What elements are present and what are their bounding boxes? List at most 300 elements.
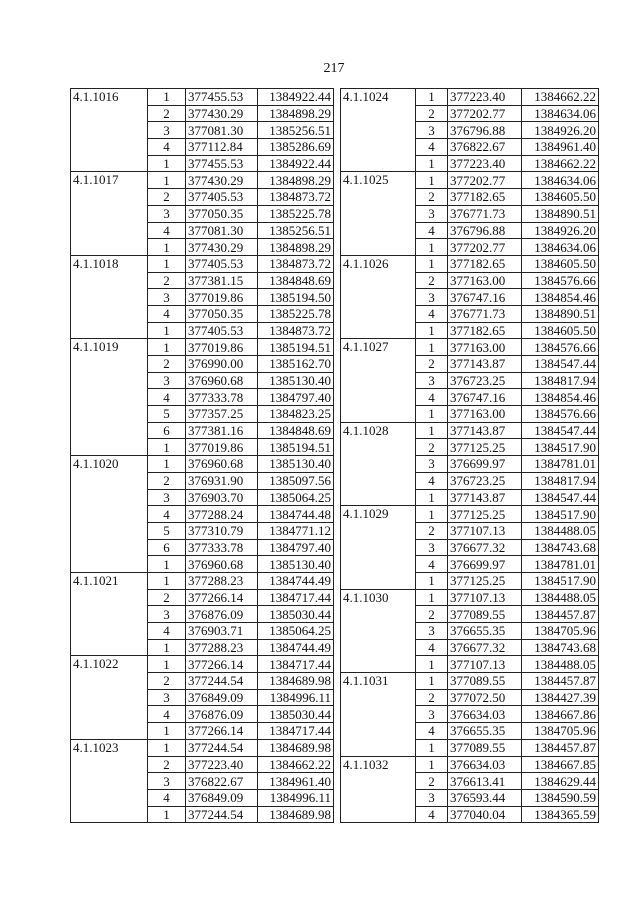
- y-coordinate: 1384689.98: [258, 739, 334, 756]
- y-coordinate: 1384817.94: [522, 372, 599, 389]
- y-coordinate: 1384781.01: [522, 556, 599, 573]
- table-row: [341, 422, 599, 439]
- x-coordinate: 377040.04: [448, 806, 522, 823]
- y-coordinate: 1384576.66: [522, 406, 599, 423]
- point-number: 2: [416, 105, 448, 122]
- y-coordinate: 1385130.40: [258, 372, 334, 389]
- point-number: 3: [148, 773, 186, 790]
- point-number: 4: [148, 389, 186, 406]
- point-number: 4: [416, 222, 448, 239]
- x-coordinate: 377089.55: [448, 739, 522, 756]
- table-row: [341, 172, 599, 189]
- x-coordinate: 377081.30: [186, 122, 258, 139]
- parcel-id: 4.1.1020: [71, 456, 148, 573]
- point-number: 2: [416, 272, 448, 289]
- x-coordinate: 377288.23: [186, 639, 258, 656]
- point-number: 4: [416, 556, 448, 573]
- x-coordinate: 377081.30: [186, 222, 258, 239]
- y-coordinate: 1384427.39: [522, 689, 599, 706]
- x-coordinate: 376613.41: [448, 773, 522, 790]
- x-coordinate: 376876.09: [186, 606, 258, 623]
- x-coordinate: 376903.71: [186, 623, 258, 640]
- point-number: 1: [148, 439, 186, 456]
- x-coordinate: 377381.15: [186, 272, 258, 289]
- x-coordinate: 376655.35: [448, 723, 522, 740]
- point-number: 2: [148, 272, 186, 289]
- y-coordinate: 1384854.46: [522, 389, 599, 406]
- point-number: 4: [148, 305, 186, 322]
- point-number: 1: [148, 322, 186, 339]
- point-number: 2: [148, 589, 186, 606]
- point-number: 2: [148, 756, 186, 773]
- y-coordinate: 1384634.06: [522, 105, 599, 122]
- point-number: 2: [416, 189, 448, 206]
- point-number: 1: [416, 489, 448, 506]
- y-coordinate: 1384823.25: [258, 406, 334, 423]
- table-row: [341, 756, 599, 773]
- point-number: 1: [148, 456, 186, 473]
- point-number: 3: [416, 289, 448, 306]
- point-number: 1: [148, 806, 186, 823]
- point-number: 1: [148, 556, 186, 573]
- point-number: 3: [148, 205, 186, 222]
- x-coordinate: 376699.97: [448, 556, 522, 573]
- x-coordinate: 377223.40: [186, 756, 258, 773]
- parcel-id: 4.1.1031: [341, 673, 416, 756]
- point-number: 3: [416, 122, 448, 139]
- x-coordinate: 377019.86: [186, 439, 258, 456]
- x-coordinate: 377223.40: [448, 155, 522, 172]
- x-coordinate: 376796.88: [448, 222, 522, 239]
- y-coordinate: 1384517.90: [522, 439, 599, 456]
- point-number: 4: [148, 506, 186, 523]
- table-row: [341, 673, 599, 690]
- x-coordinate: 376771.73: [448, 305, 522, 322]
- x-coordinate: 377089.55: [448, 673, 522, 690]
- x-coordinate: 377202.77: [448, 105, 522, 122]
- parcel-id: 4.1.1022: [71, 656, 148, 739]
- y-coordinate: 1384662.22: [522, 89, 599, 106]
- point-number: 1: [416, 255, 448, 272]
- point-number: 4: [148, 222, 186, 239]
- x-coordinate: 376747.16: [448, 289, 522, 306]
- point-number: 3: [416, 789, 448, 806]
- x-coordinate: 376903.70: [186, 489, 258, 506]
- point-number: 3: [416, 623, 448, 640]
- coordinates-table-right: [340, 88, 599, 823]
- y-coordinate: 1384922.44: [258, 155, 334, 172]
- point-number: 2: [148, 673, 186, 690]
- x-coordinate: 376796.88: [448, 122, 522, 139]
- point-number: 3: [148, 689, 186, 706]
- y-coordinate: 1384576.66: [522, 339, 599, 356]
- x-coordinate: 376771.73: [448, 205, 522, 222]
- x-coordinate: 376655.35: [448, 623, 522, 640]
- x-coordinate: 377357.25: [186, 406, 258, 423]
- point-number: 1: [416, 656, 448, 673]
- x-coordinate: 376677.32: [448, 639, 522, 656]
- y-coordinate: 1384689.98: [258, 806, 334, 823]
- y-coordinate: 1384926.20: [522, 122, 599, 139]
- x-coordinate: 377288.24: [186, 506, 258, 523]
- x-coordinate: 376634.03: [448, 756, 522, 773]
- x-coordinate: 377310.79: [186, 522, 258, 539]
- table-row: [71, 572, 334, 589]
- y-coordinate: 1384996.11: [258, 689, 334, 706]
- y-coordinate: 1384817.94: [522, 472, 599, 489]
- x-coordinate: 376876.09: [186, 706, 258, 723]
- y-coordinate: 1385194.50: [258, 289, 334, 306]
- x-coordinate: 377333.78: [186, 539, 258, 556]
- point-number: 1: [416, 322, 448, 339]
- point-number: 1: [416, 572, 448, 589]
- point-number: 1: [416, 673, 448, 690]
- point-number: 1: [148, 155, 186, 172]
- table-row: [341, 255, 599, 272]
- point-number: 3: [416, 706, 448, 723]
- x-coordinate: 377455.53: [186, 155, 258, 172]
- y-coordinate: 1384488.05: [522, 656, 599, 673]
- point-number: 1: [148, 639, 186, 656]
- x-coordinate: 377288.23: [186, 572, 258, 589]
- y-coordinate: 1384547.44: [522, 489, 599, 506]
- point-number: 2: [416, 356, 448, 373]
- y-coordinate: 1385225.78: [258, 205, 334, 222]
- point-number: 2: [148, 472, 186, 489]
- y-coordinate: 1384488.05: [522, 589, 599, 606]
- y-coordinate: 1384605.50: [522, 255, 599, 272]
- table-row: [71, 172, 334, 189]
- point-number: 4: [416, 305, 448, 322]
- point-number: 1: [148, 172, 186, 189]
- y-coordinate: 1384890.51: [522, 205, 599, 222]
- parcel-id: 4.1.1030: [341, 589, 416, 672]
- table-row: [341, 89, 599, 106]
- x-coordinate: 376723.25: [448, 372, 522, 389]
- y-coordinate: 1384890.51: [522, 305, 599, 322]
- table-row: [71, 456, 334, 473]
- y-coordinate: 1384662.22: [258, 756, 334, 773]
- point-number: 5: [148, 406, 186, 423]
- point-number: 3: [416, 205, 448, 222]
- point-number: 3: [416, 539, 448, 556]
- point-number: 1: [148, 656, 186, 673]
- parcel-id: 4.1.1027: [341, 339, 416, 422]
- x-coordinate: 377143.87: [448, 356, 522, 373]
- x-coordinate: 377405.53: [186, 255, 258, 272]
- x-coordinate: 376677.32: [448, 539, 522, 556]
- x-coordinate: 377430.29: [186, 105, 258, 122]
- point-number: 3: [148, 372, 186, 389]
- point-number: 3: [148, 489, 186, 506]
- y-coordinate: 1384457.87: [522, 739, 599, 756]
- y-coordinate: 1384605.50: [522, 189, 599, 206]
- table-row: [71, 89, 334, 106]
- x-coordinate: 377125.25: [448, 572, 522, 589]
- point-number: 6: [148, 539, 186, 556]
- x-coordinate: 377163.00: [448, 272, 522, 289]
- point-number: 4: [416, 472, 448, 489]
- y-coordinate: 1385194.51: [258, 439, 334, 456]
- y-coordinate: 1384667.85: [522, 756, 599, 773]
- y-coordinate: 1384547.44: [522, 356, 599, 373]
- y-coordinate: 1384996.11: [258, 789, 334, 806]
- y-coordinate: 1384744.49: [258, 572, 334, 589]
- y-coordinate: 1384898.29: [258, 239, 334, 256]
- point-number: 4: [416, 806, 448, 823]
- point-number: 1: [416, 339, 448, 356]
- point-number: 5: [148, 522, 186, 539]
- x-coordinate: 377089.55: [448, 606, 522, 623]
- point-number: 1: [416, 739, 448, 756]
- y-coordinate: 1384771.12: [258, 522, 334, 539]
- parcel-id: 4.1.1025: [341, 172, 416, 255]
- point-number: 1: [148, 89, 186, 106]
- point-number: 4: [148, 706, 186, 723]
- y-coordinate: 1385194.51: [258, 339, 334, 356]
- y-coordinate: 1384744.48: [258, 506, 334, 523]
- point-number: 4: [416, 639, 448, 656]
- y-coordinate: 1384873.72: [258, 189, 334, 206]
- x-coordinate: 377223.40: [448, 89, 522, 106]
- point-number: 1: [148, 572, 186, 589]
- x-coordinate: 376593.44: [448, 789, 522, 806]
- parcel-id: 4.1.1017: [71, 172, 148, 255]
- x-coordinate: 377244.54: [186, 673, 258, 690]
- x-coordinate: 376634.03: [448, 706, 522, 723]
- y-coordinate: 1384781.01: [522, 456, 599, 473]
- x-coordinate: 376990.00: [186, 356, 258, 373]
- y-coordinate: 1384457.87: [522, 673, 599, 690]
- table-row: [71, 739, 334, 756]
- point-number: 1: [148, 239, 186, 256]
- x-coordinate: 377143.87: [448, 489, 522, 506]
- point-number: 1: [416, 756, 448, 773]
- y-coordinate: 1384634.06: [522, 239, 599, 256]
- point-number: 4: [148, 789, 186, 806]
- x-coordinate: 376849.09: [186, 789, 258, 806]
- point-number: 1: [148, 723, 186, 740]
- parcel-id: 4.1.1024: [341, 89, 416, 172]
- y-coordinate: 1384576.66: [522, 272, 599, 289]
- x-coordinate: 377072.50: [448, 689, 522, 706]
- x-coordinate: 377202.77: [448, 172, 522, 189]
- point-number: 1: [416, 589, 448, 606]
- x-coordinate: 377125.25: [448, 439, 522, 456]
- y-coordinate: 1385030.44: [258, 606, 334, 623]
- point-number: 4: [148, 623, 186, 640]
- x-coordinate: 376747.16: [448, 389, 522, 406]
- point-number: 1: [416, 506, 448, 523]
- y-coordinate: 1385256.51: [258, 122, 334, 139]
- point-number: 2: [148, 356, 186, 373]
- x-coordinate: 377202.77: [448, 239, 522, 256]
- parcel-id: 4.1.1018: [71, 255, 148, 338]
- x-coordinate: 377182.65: [448, 255, 522, 272]
- y-coordinate: 1384662.22: [522, 155, 599, 172]
- x-coordinate: 377107.13: [448, 522, 522, 539]
- point-number: 2: [416, 689, 448, 706]
- y-coordinate: 1384961.40: [522, 139, 599, 156]
- y-coordinate: 1384898.29: [258, 172, 334, 189]
- table-row: [71, 255, 334, 272]
- x-coordinate: 376960.68: [186, 556, 258, 573]
- y-coordinate: 1384743.68: [522, 639, 599, 656]
- point-number: 2: [416, 522, 448, 539]
- point-number: 4: [148, 139, 186, 156]
- point-number: 1: [416, 422, 448, 439]
- y-coordinate: 1384797.40: [258, 539, 334, 556]
- page-number: 217: [323, 61, 345, 76]
- point-number: 4: [416, 139, 448, 156]
- table-row: [341, 589, 599, 606]
- y-coordinate: 1384547.44: [522, 422, 599, 439]
- x-coordinate: 377405.53: [186, 322, 258, 339]
- x-coordinate: 377244.54: [186, 739, 258, 756]
- y-coordinate: 1384926.20: [522, 222, 599, 239]
- point-number: 1: [416, 155, 448, 172]
- y-coordinate: 1384705.96: [522, 723, 599, 740]
- y-coordinate: 1384629.44: [522, 773, 599, 790]
- x-coordinate: 377182.65: [448, 189, 522, 206]
- y-coordinate: 1384961.40: [258, 773, 334, 790]
- y-coordinate: 1385225.78: [258, 305, 334, 322]
- parcel-id: 4.1.1029: [341, 506, 416, 589]
- y-coordinate: 1384667.86: [522, 706, 599, 723]
- y-coordinate: 1384848.69: [258, 422, 334, 439]
- y-coordinate: 1384854.46: [522, 289, 599, 306]
- point-number: 4: [416, 723, 448, 740]
- point-number: 2: [148, 189, 186, 206]
- point-number: 2: [416, 773, 448, 790]
- y-coordinate: 1384717.44: [258, 656, 334, 673]
- y-coordinate: 1384873.72: [258, 322, 334, 339]
- x-coordinate: 377266.14: [186, 723, 258, 740]
- x-coordinate: 377050.35: [186, 205, 258, 222]
- y-coordinate: 1384634.06: [522, 172, 599, 189]
- x-coordinate: 376960.68: [186, 372, 258, 389]
- y-coordinate: 1384488.05: [522, 522, 599, 539]
- y-coordinate: 1384873.72: [258, 255, 334, 272]
- y-coordinate: 1384605.50: [522, 322, 599, 339]
- x-coordinate: 377266.14: [186, 656, 258, 673]
- x-coordinate: 377244.54: [186, 806, 258, 823]
- x-coordinate: 377430.29: [186, 239, 258, 256]
- y-coordinate: 1384848.69: [258, 272, 334, 289]
- x-coordinate: 377107.13: [448, 656, 522, 673]
- y-coordinate: 1384922.44: [258, 89, 334, 106]
- x-coordinate: 376849.09: [186, 689, 258, 706]
- parcel-id: 4.1.1026: [341, 255, 416, 338]
- x-coordinate: 377107.13: [448, 589, 522, 606]
- x-coordinate: 376699.97: [448, 456, 522, 473]
- point-number: 1: [416, 239, 448, 256]
- y-coordinate: 1384517.90: [522, 572, 599, 589]
- y-coordinate: 1384797.40: [258, 389, 334, 406]
- y-coordinate: 1384517.90: [522, 506, 599, 523]
- x-coordinate: 376822.67: [186, 773, 258, 790]
- y-coordinate: 1384689.98: [258, 673, 334, 690]
- table-row: [341, 506, 599, 523]
- parcel-id: 4.1.1028: [341, 422, 416, 505]
- x-coordinate: 377112.84: [186, 139, 258, 156]
- point-number: 1: [416, 172, 448, 189]
- parcel-id: 4.1.1032: [341, 756, 416, 823]
- y-coordinate: 1385130.40: [258, 456, 334, 473]
- y-coordinate: 1384590.59: [522, 789, 599, 806]
- table-row: [341, 339, 599, 356]
- point-number: 1: [416, 89, 448, 106]
- point-number: 1: [416, 406, 448, 423]
- x-coordinate: 377019.86: [186, 339, 258, 356]
- point-number: 3: [416, 372, 448, 389]
- y-coordinate: 1384705.96: [522, 623, 599, 640]
- y-coordinate: 1384744.49: [258, 639, 334, 656]
- point-number: 1: [148, 339, 186, 356]
- x-coordinate: 377163.00: [448, 339, 522, 356]
- parcel-id: 4.1.1023: [71, 739, 148, 822]
- parcel-id: 4.1.1016: [71, 89, 148, 172]
- point-number: 3: [148, 122, 186, 139]
- x-coordinate: 377430.29: [186, 172, 258, 189]
- x-coordinate: 377333.78: [186, 389, 258, 406]
- y-coordinate: 1384365.59: [522, 806, 599, 823]
- coordinates-table-left: [70, 88, 334, 823]
- x-coordinate: 377182.65: [448, 322, 522, 339]
- x-coordinate: 377266.14: [186, 589, 258, 606]
- y-coordinate: 1385064.25: [258, 489, 334, 506]
- x-coordinate: 377125.25: [448, 506, 522, 523]
- y-coordinate: 1384743.68: [522, 539, 599, 556]
- point-number: 2: [416, 439, 448, 456]
- x-coordinate: 377381.16: [186, 422, 258, 439]
- x-coordinate: 377143.87: [448, 422, 522, 439]
- x-coordinate: 377455.53: [186, 89, 258, 106]
- x-coordinate: 376931.90: [186, 472, 258, 489]
- point-number: 2: [148, 105, 186, 122]
- y-coordinate: 1385286.69: [258, 139, 334, 156]
- y-coordinate: 1385130.40: [258, 556, 334, 573]
- point-number: 3: [148, 289, 186, 306]
- parcel-id: 4.1.1021: [71, 572, 148, 655]
- point-number: 1: [148, 739, 186, 756]
- point-number: 1: [148, 255, 186, 272]
- point-number: 6: [148, 422, 186, 439]
- x-coordinate: 376960.68: [186, 456, 258, 473]
- x-coordinate: 377019.86: [186, 289, 258, 306]
- y-coordinate: 1385162.70: [258, 356, 334, 373]
- x-coordinate: 377163.00: [448, 406, 522, 423]
- point-number: 4: [416, 389, 448, 406]
- table-row: [71, 339, 334, 356]
- point-number: 2: [416, 606, 448, 623]
- y-coordinate: 1384717.44: [258, 723, 334, 740]
- y-coordinate: 1385097.56: [258, 472, 334, 489]
- y-coordinate: 1384898.29: [258, 105, 334, 122]
- y-coordinate: 1384717.44: [258, 589, 334, 606]
- y-coordinate: 1384457.87: [522, 606, 599, 623]
- x-coordinate: 377405.53: [186, 189, 258, 206]
- y-coordinate: 1385256.51: [258, 222, 334, 239]
- x-coordinate: 377050.35: [186, 305, 258, 322]
- parcel-id: 4.1.1019: [71, 339, 148, 456]
- y-coordinate: 1385030.44: [258, 706, 334, 723]
- table-row: [71, 656, 334, 673]
- x-coordinate: 376822.67: [448, 139, 522, 156]
- point-number: 3: [416, 456, 448, 473]
- y-coordinate: 1385064.25: [258, 623, 334, 640]
- x-coordinate: 376723.25: [448, 472, 522, 489]
